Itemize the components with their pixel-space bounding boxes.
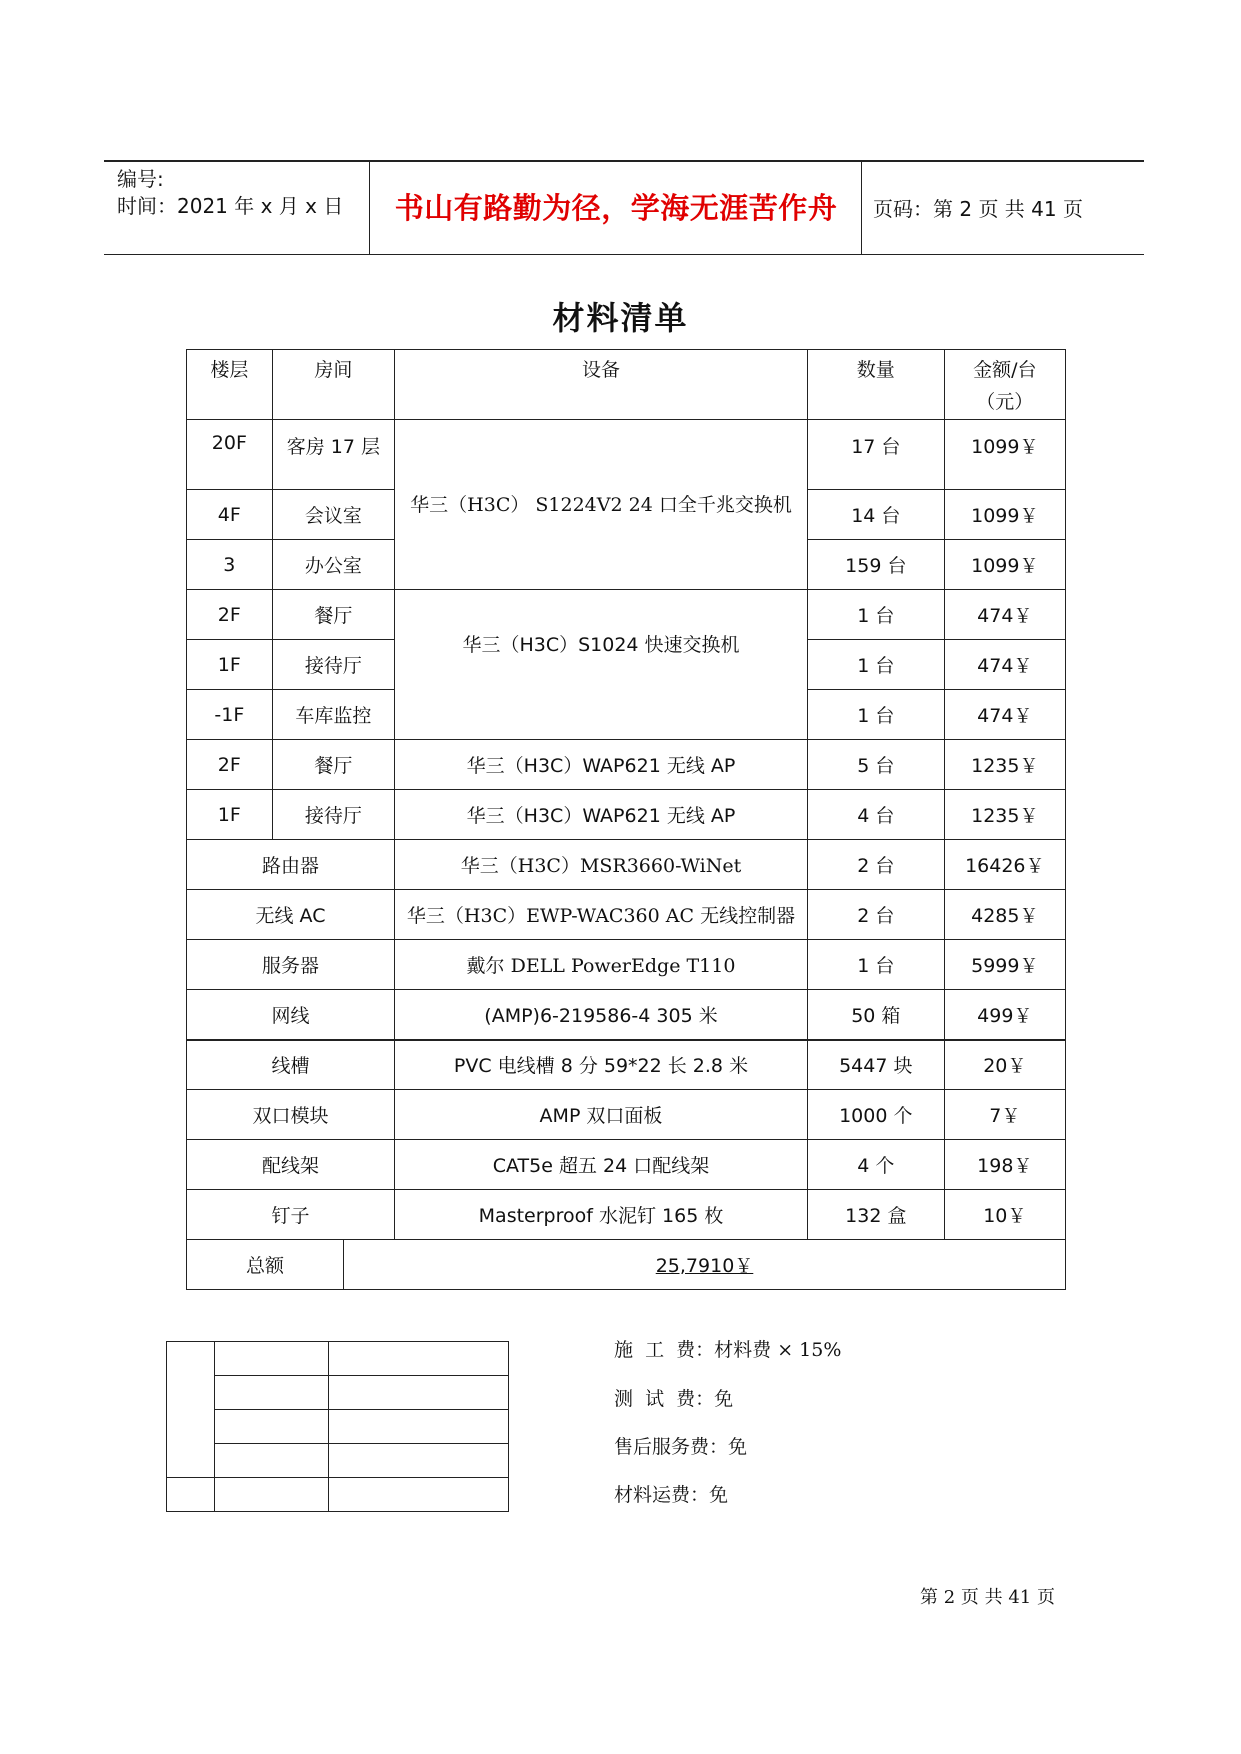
item-cell: 双口模块 bbox=[187, 1090, 395, 1140]
quantity-cell: 159 台 bbox=[807, 540, 944, 590]
motto: 书山有路勤为径，学海无涯苦作舟 bbox=[394, 191, 838, 225]
room-cell: 客房 17 层 bbox=[272, 420, 394, 490]
quantity-cell: 1000 个 bbox=[807, 1090, 944, 1140]
price-cell: 1099￥ bbox=[944, 490, 1065, 540]
room-cell: 会议室 bbox=[272, 490, 394, 540]
header-bottom-rule bbox=[104, 254, 1144, 255]
room-cell: 餐厅 bbox=[272, 740, 394, 790]
price-cell: 474￥ bbox=[944, 690, 1065, 740]
empty-cell bbox=[329, 1376, 509, 1410]
empty-cell bbox=[215, 1444, 329, 1478]
table-row bbox=[187, 1040, 1066, 1090]
room-cell: 车库监控 bbox=[272, 690, 394, 740]
total-value: 25,7910￥ bbox=[655, 1255, 754, 1277]
equipment-cell-merged: 华三（H3C） S1224V2 24 口全千兆交换机 bbox=[395, 420, 808, 590]
quantity-cell: 1 台 bbox=[807, 590, 944, 640]
header-quantity: 数量 bbox=[807, 350, 944, 420]
materials-table bbox=[186, 349, 1066, 1290]
price-cell: 1099￥ bbox=[944, 540, 1065, 590]
fee-construction: 施 工 费：材料费 × 15% bbox=[614, 1339, 842, 1361]
quantity-cell: 1 台 bbox=[807, 640, 944, 690]
time-label: 时间：2021 年 x 月 x 日 bbox=[117, 194, 344, 218]
price-cell: 16426￥ bbox=[944, 840, 1065, 890]
total-value-cell bbox=[344, 1240, 1066, 1290]
price-cell: 1235￥ bbox=[944, 740, 1065, 790]
equipment-cell: Masterproof 水泥钉 165 枚 bbox=[395, 1190, 808, 1240]
price-cell: 1235￥ bbox=[944, 790, 1065, 840]
price-cell: 198￥ bbox=[944, 1140, 1065, 1190]
table-total-row bbox=[187, 1240, 1066, 1290]
header-top-rule bbox=[104, 160, 1144, 162]
empty-cell bbox=[215, 1376, 329, 1410]
floor-cell: 20F bbox=[187, 420, 273, 490]
empty-cell bbox=[329, 1410, 509, 1444]
header-divider-left bbox=[369, 160, 370, 254]
price-cell: 5999￥ bbox=[944, 940, 1065, 990]
total-label: 总额 bbox=[187, 1240, 344, 1290]
equipment-cell-merged: 华三（H3C）S1024 快速交换机 bbox=[395, 590, 808, 740]
floor-cell: 1F bbox=[187, 790, 273, 840]
price-cell: 474￥ bbox=[944, 640, 1065, 690]
item-cell: 线槽 bbox=[187, 1040, 395, 1090]
header-divider-right bbox=[861, 160, 862, 254]
table-row bbox=[187, 840, 1066, 890]
empty-cell bbox=[215, 1342, 329, 1376]
equipment-cell: CAT5e 超五 24 口配线架 bbox=[395, 1140, 808, 1190]
quantity-cell: 4 个 bbox=[807, 1140, 944, 1190]
quantity-cell: 1 台 bbox=[807, 690, 944, 740]
document-title: 材料清单 bbox=[552, 299, 689, 337]
price-cell: 10￥ bbox=[944, 1190, 1065, 1240]
equipment-cell: PVC 电线槽 8 分 59*22 长 2.8 米 bbox=[395, 1040, 808, 1090]
price-cell: 474￥ bbox=[944, 590, 1065, 640]
price-cell: 4285￥ bbox=[944, 890, 1065, 940]
room-cell: 餐厅 bbox=[272, 590, 394, 640]
header-floor: 楼层 bbox=[187, 350, 273, 420]
floor-cell: 3 bbox=[187, 540, 273, 590]
item-cell: 路由器 bbox=[187, 840, 395, 890]
equipment-cell: (AMP)6-219586-4 305 米 bbox=[395, 990, 808, 1040]
empty-cell bbox=[215, 1478, 329, 1512]
empty-cell bbox=[329, 1478, 509, 1512]
item-cell: 无线 AC bbox=[187, 890, 395, 940]
item-cell: 钉子 bbox=[187, 1190, 395, 1240]
quantity-cell: 5 台 bbox=[807, 740, 944, 790]
floor-cell: 4F bbox=[187, 490, 273, 540]
price-cell: 1099￥ bbox=[944, 420, 1065, 490]
item-cell: 网线 bbox=[187, 990, 395, 1040]
table-row bbox=[187, 1090, 1066, 1140]
serial-label: 编号: bbox=[117, 167, 164, 191]
header-price-line2: （元） bbox=[976, 391, 1034, 413]
room-cell: 接待厅 bbox=[272, 790, 394, 840]
price-cell: 7￥ bbox=[944, 1090, 1065, 1140]
quantity-cell: 1 台 bbox=[807, 940, 944, 990]
quantity-cell: 2 台 bbox=[807, 890, 944, 940]
item-cell: 服务器 bbox=[187, 940, 395, 990]
room-cell: 办公室 bbox=[272, 540, 394, 590]
floor-cell: 2F bbox=[187, 740, 273, 790]
header-room: 房间 bbox=[272, 350, 394, 420]
header-price-line1: 金额/台 bbox=[973, 359, 1037, 381]
fee-shipping: 材料运费：免 bbox=[614, 1484, 729, 1506]
empty-cell bbox=[167, 1478, 215, 1512]
fee-testing: 测 试 费：免 bbox=[614, 1388, 734, 1410]
price-cell: 20￥ bbox=[944, 1040, 1065, 1090]
equipment-cell: 戴尔 DELL PowerEdge T110 bbox=[395, 940, 808, 990]
quantity-cell: 132 盒 bbox=[807, 1190, 944, 1240]
quantity-cell: 17 台 bbox=[807, 420, 944, 490]
table-row bbox=[187, 420, 1066, 490]
quantity-cell: 2 台 bbox=[807, 840, 944, 890]
table-row bbox=[187, 590, 1066, 640]
quantity-cell: 4 台 bbox=[807, 790, 944, 840]
table-header-row bbox=[187, 350, 1066, 420]
equipment-cell: 华三（H3C）EWP-WAC360 AC 无线控制器 bbox=[395, 890, 808, 940]
floor-cell: -1F bbox=[187, 690, 273, 740]
empty-cell bbox=[329, 1342, 509, 1376]
table-row bbox=[187, 1190, 1066, 1240]
floor-cell: 2F bbox=[187, 590, 273, 640]
page-footer: 第 2 页 共 41 页 bbox=[920, 1587, 1055, 1608]
room-cell: 接待厅 bbox=[272, 640, 394, 690]
equipment-cell: 华三（H3C）WAP621 无线 AP bbox=[395, 790, 808, 840]
table-row bbox=[187, 990, 1066, 1040]
empty-cell bbox=[215, 1410, 329, 1444]
empty-table bbox=[166, 1341, 509, 1512]
item-cell: 配线架 bbox=[187, 1140, 395, 1190]
table-row bbox=[187, 890, 1066, 940]
floor-cell: 1F bbox=[187, 640, 273, 690]
equipment-cell: AMP 双口面板 bbox=[395, 1090, 808, 1140]
empty-cell bbox=[167, 1342, 215, 1478]
header-equipment: 设备 bbox=[395, 350, 808, 420]
quantity-cell: 14 台 bbox=[807, 490, 944, 540]
equipment-cell: 华三（H3C）WAP621 无线 AP bbox=[395, 740, 808, 790]
equipment-cell: 华三（H3C）MSR3660-WiNet bbox=[395, 840, 808, 890]
header-price bbox=[944, 350, 1065, 420]
table-row bbox=[187, 1140, 1066, 1190]
fee-after-sales: 售后服务费：免 bbox=[614, 1436, 748, 1458]
price-cell: 499￥ bbox=[944, 990, 1065, 1040]
quantity-cell: 5447 块 bbox=[807, 1040, 944, 1090]
table-row bbox=[187, 790, 1066, 840]
quantity-cell: 50 箱 bbox=[807, 990, 944, 1040]
table-row bbox=[187, 740, 1066, 790]
page-label: 页码：第 2 页 共 41 页 bbox=[873, 197, 1083, 221]
table-row bbox=[187, 940, 1066, 990]
empty-cell bbox=[329, 1444, 509, 1478]
